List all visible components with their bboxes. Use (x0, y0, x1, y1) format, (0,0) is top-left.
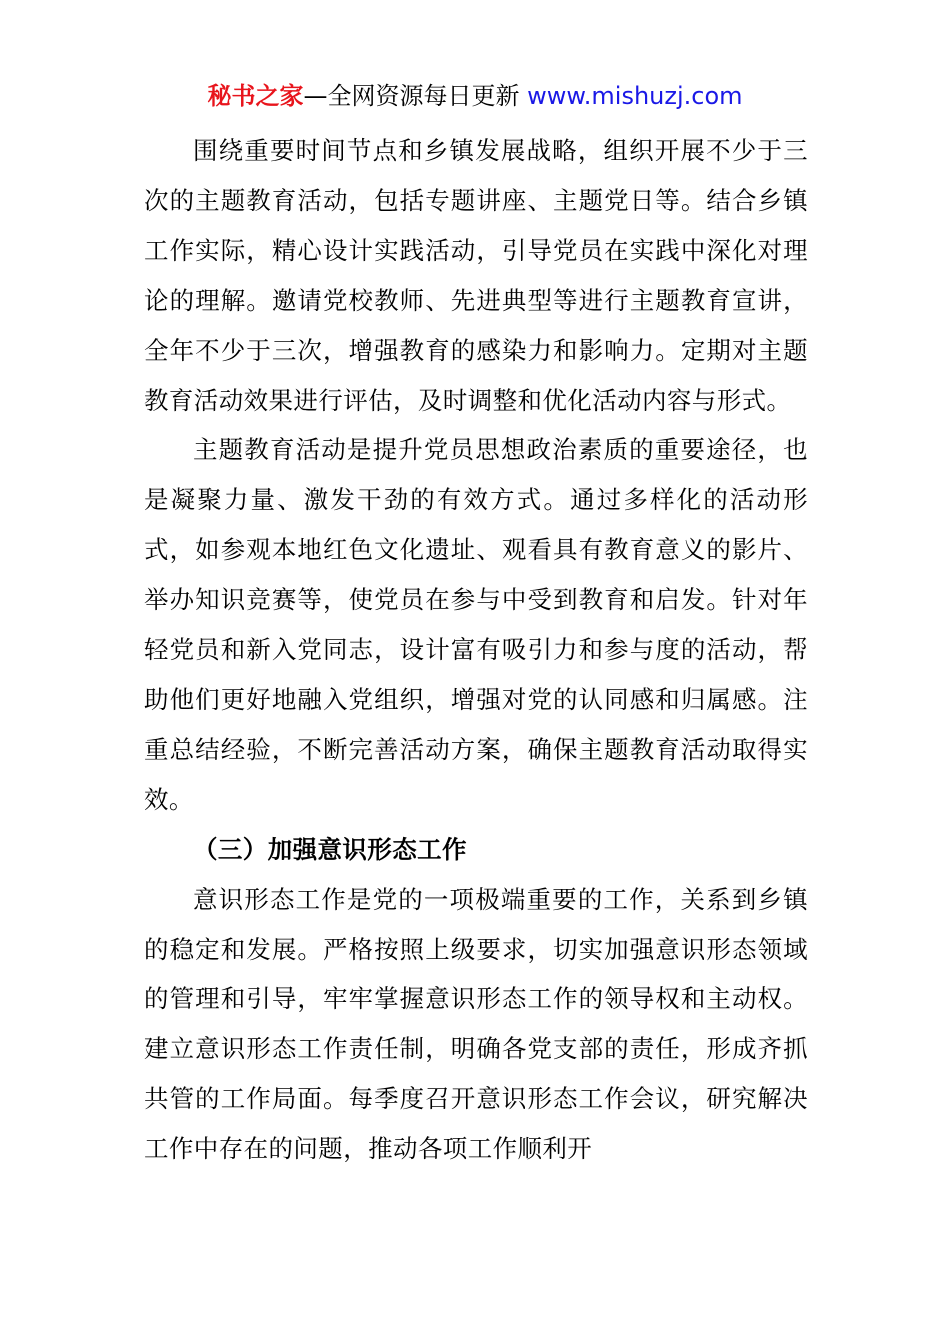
document-body (144, 126, 808, 1174)
brand-name: 秘书之家 (207, 82, 304, 110)
header-tagline: —全网资源每日更新 (303, 82, 520, 110)
paragraph: 围绕重要时间节点和乡镇发展战略，组织开展不少于三次的主题教育活动，包括专题讲座、主题党日等。结合乡镇工作实际，精心设计实践活动，引导党员在实践中深化对理论的理解。邀请党校教师、先进典型等进行主题教育宣讲，全年不少于三次，增强教育的感染力和影响力。定期对主题教育活动效果进行评估，及时调整和优化活动内容与形式。 (144, 136, 808, 415)
paragraph: 意识形态工作是党的一项极端重要的工作，关系到乡镇的稳定和发展。严格按照上级要求，切实加强意识形态领域的管理和引导，牢牢掌握意识形态工作的领导权和主动权。建立意识形态工作责任制，明确各党支部的责任，形成齐抓共管的工作局面。每季度召开意识形态工作会议，研究解决工作中存在的问题，推动各项工作顺利开 (144, 884, 808, 1164)
paragraph: 主题教育活动是提升党员思想政治素质的重要途径，也是凝聚力量、激发干劲的有效方式。通过多样化的活动形式，如参观本地红色文化遗址、观看具有教育意义的影片、举办知识竞赛等，使党员在参与中受到教育和启发。针对年轻党员和新入党同志，设计富有吸引力和参与度的活动，帮助他们更好地融入党组织，增强对党的认同感和归属感。注重总结经验，不断完善活动方案，确保主题教育活动取得实效。 (144, 435, 808, 814)
section-heading: （三）加强意识形态工作 (193, 834, 467, 864)
site-url-link[interactable]: www.mishuzj.com (527, 82, 743, 110)
site-header (0, 78, 950, 114)
